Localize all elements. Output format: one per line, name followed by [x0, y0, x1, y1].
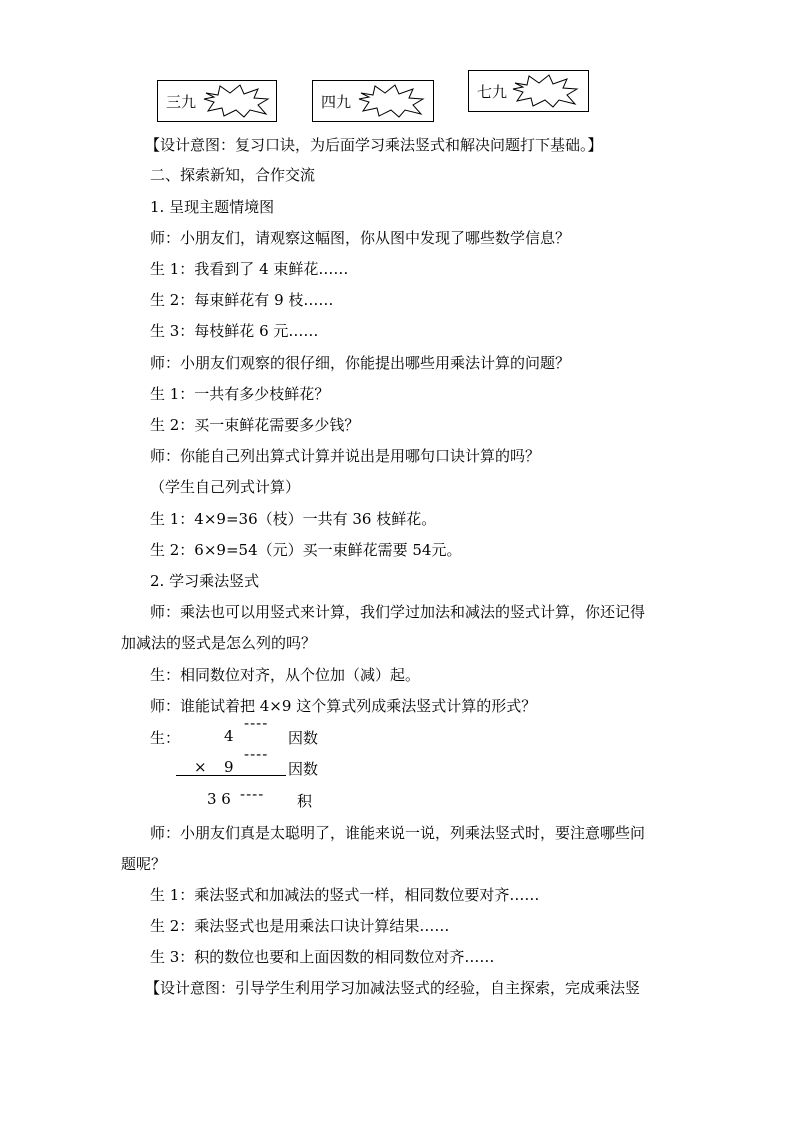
factor-one-label: 因数	[288, 729, 319, 747]
dialogue-line: 生 1：4×9=36（枝）一共有 36 枝鲜花。	[150, 510, 437, 528]
dialogue-line: 生 3：每枝鲜花 6 元……	[150, 322, 319, 340]
dash-marker: ----	[244, 745, 269, 763]
starburst-shape	[511, 73, 583, 109]
sum-line	[176, 775, 286, 776]
formula-box-label: 三九	[166, 93, 197, 111]
factor-two-label: 因数	[288, 760, 319, 778]
dialogue-line: 师：乘法也可以用竖式来计算，我们学过加法和减法的竖式计算，你还记得	[150, 603, 646, 621]
dialogue-line: 师：你能自己列出算式计算并说出是用哪句口诀计算的吗？	[150, 447, 541, 465]
dialogue-line: 题呢？	[121, 855, 167, 873]
dialogue-line: 生：相同数位对齐，从个位加（减）起。	[150, 666, 421, 684]
factor-two: 9	[224, 758, 234, 776]
dialogue-line: （学生自己列式计算）	[150, 478, 301, 496]
speaker-label: 生：	[150, 729, 181, 747]
dialogue-line: 生 2：6×9=54（元）买一束鲜花需要 54元。	[150, 541, 462, 559]
formula-box-1	[157, 80, 277, 122]
dash-marker: ----	[244, 714, 269, 732]
subsection-heading: 2. 学习乘法竖式	[150, 572, 260, 590]
starburst-shape	[202, 83, 272, 119]
dialogue-line: 生 1：我看到了 4 束鲜花……	[150, 260, 349, 278]
times-sign: ×	[194, 758, 207, 776]
dialogue-line: 生 1：一共有多少枝鲜花？	[150, 385, 330, 403]
product: 3 6	[207, 790, 231, 808]
dialogue-line: 师：小朋友们真是太聪明了，谁能来说一说，列乘法竖式时，要注意哪些问	[150, 824, 646, 842]
dialogue-line: 师：小朋友们，请观察这幅图，你从图中发现了哪些数学信息？	[150, 229, 571, 247]
dialogue-line: 生 3：积的数位也要和上面因数的相同数位对齐……	[150, 948, 495, 966]
dialogue-line: 加减法的竖式是怎么列的吗？	[121, 634, 317, 652]
dialogue-line: 生 1：乘法竖式和加减法的竖式一样，相同数位要对齐……	[150, 886, 540, 904]
section-heading: 二、探索新知，合作交流	[150, 166, 316, 184]
subsection-heading: 1. 呈现主题情境图	[150, 198, 275, 216]
design-intent-note: 【设计意图：复习口诀，为后面学习乘法竖式和解决问题打下基础。】	[145, 136, 603, 154]
dialogue-line: 生 2：每束鲜花有 9 枝……	[150, 291, 334, 309]
formula-box-3	[468, 70, 589, 112]
dialogue-line: 师：谁能试着把 4×9 这个算式列成乘法竖式计算的形式？	[150, 697, 537, 715]
product-label: 积	[297, 792, 313, 810]
factor-one: 4	[224, 727, 234, 745]
formula-box-label: 四九	[321, 93, 352, 111]
design-intent-note: 【设计意图：引导学生利用学习加减法竖式的经验，自主探索，完成乘法竖	[145, 979, 641, 997]
dialogue-line: 生 2：买一束鲜花需要多少钱？	[150, 416, 360, 434]
formula-box-label: 七九	[477, 83, 508, 101]
formula-box-2	[312, 80, 434, 122]
dialogue-line: 生 2：乘法竖式也是用乘法口诀计算结果……	[150, 917, 450, 935]
starburst-shape	[357, 83, 429, 119]
dialogue-line: 师：小朋友们观察的很仔细，你能提出哪些用乘法计算的问题？	[150, 354, 571, 372]
dash-marker: ----	[240, 785, 265, 803]
